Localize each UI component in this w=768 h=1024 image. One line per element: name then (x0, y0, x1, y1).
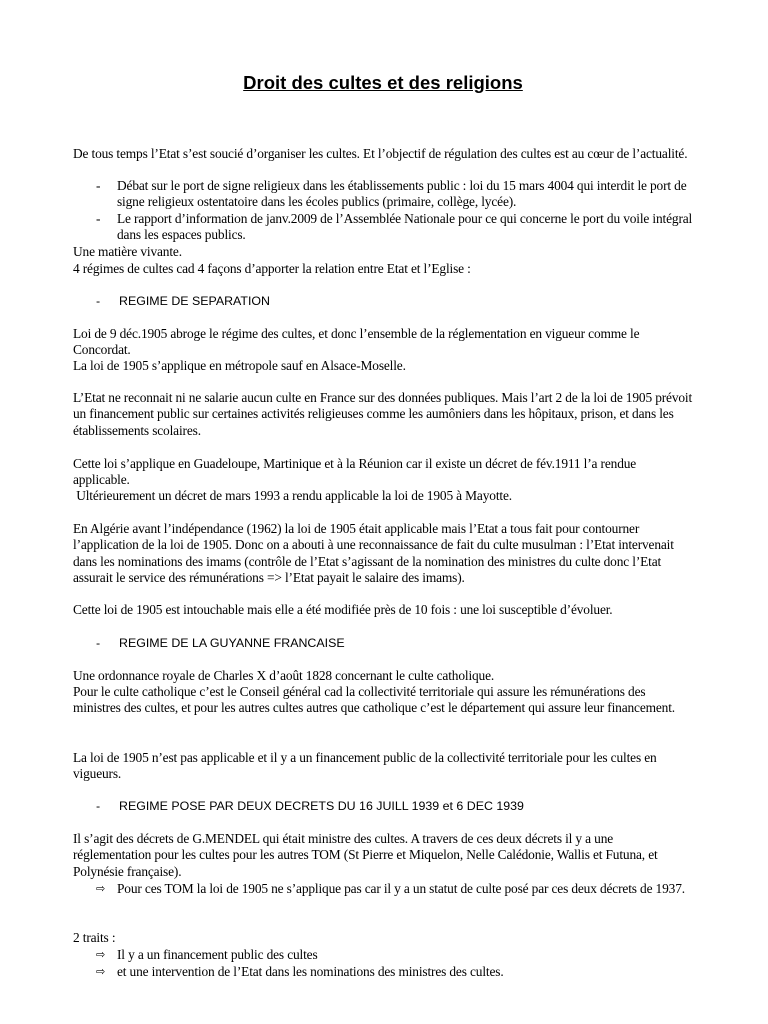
section-heading-guyane (96, 635, 693, 651)
arrow-right-icon: ⇨ (96, 965, 106, 978)
separation-paragraph-4: En Algérie avant l’indépendance (1962) la loi de 1905 était applicable mais l’Etat a tous fait pour contourner l’application de la loi de 1905. Donc on a abouti à une reconnaissance de fait du culte musulman : l’Etat intervenait dans les nominations des imams (contrôle de l’Etat s’agissant de la nomination des ministres du culte donc l’Etat assurait le service des rémunérations => l’Etat payait le salaire des imams). (73, 521, 674, 586)
dash-mark: - (96, 178, 101, 193)
intro-bullet-1 (96, 178, 693, 211)
arrow-right-icon: ⇨ (96, 882, 106, 895)
separation-paragraph-3b: Ultérieurement un décret de mars 1993 a rendu applicable la loi de 1905 à Mayotte. (73, 488, 512, 503)
decrets-arrow-item-1 (96, 881, 693, 897)
decrets-paragraph-1: Il s’agit des décrets de G.MENDEL qui était ministre des cultes. A travers de ces deux décrets il y a une réglementation pour les cultes pour les autres TOM (St Pierre et Miquelon, Nelle Calédonie, Wallis et Futuna, et Polynésie française). (73, 831, 658, 879)
dash-mark: - (96, 799, 101, 813)
intro-paragraph: De tous temps l’Etat s’est soucié d’organiser les cultes. Et l’objectif de régulation des cultes est au cœur de l’actualité. (73, 146, 688, 161)
guyane-paragraph-1b: Pour le culte catholique c’est le Conseil général cad la collectivité territoriale qui assure les rémunérations des ministres des cultes, et pour les autres cultes autres que catholique c’est le département qui assure leur financement. (73, 684, 675, 716)
decrets-arrow-item-2 (96, 947, 693, 963)
separation-paragraph-2: L’Etat ne reconnait ni ne salarie aucun culte en France sur des données publiques. Mais l’art 2 de la loi de 1905 prévoit un financement public sur certaines activités religieuses comme les aumôniers dans les hôpitaux, prison, et dans les établissements scolaires. (73, 390, 693, 438)
decrets-paragraph-2: 2 traits : (73, 930, 116, 945)
arrow-item-text: et une intervention de l’Etat dans les nominations des ministres des cultes. (117, 964, 504, 979)
section-heading-decrets (96, 798, 693, 814)
separation-paragraph-1b: La loi de 1905 s’applique en métropole sauf en Alsace-Moselle. (73, 358, 406, 373)
bullet-text: Le rapport d’information de janv.2009 de l’Assemblée Nationale pour ce qui concerne le port du voile intégral dans les espaces publics. (117, 211, 693, 243)
heading-text: REGIME POSE PAR DEUX DECRETS DU 16 JUILL 1939 et 6 DEC 1939 (119, 799, 524, 813)
separation-paragraph-1a: Loi de 9 déc.1905 abroge le régime des cultes, et donc l’ensemble de la réglementation en vigueur comme le Concordat. (73, 326, 640, 358)
heading-text: REGIME DE SEPARATION (119, 294, 271, 308)
bullet-text: Débat sur le port de signe religieux dans les établissements public : loi du 15 mars 4004 qui interdit le port de signe religieux ostentatoire dans les écoles publics (primaire, collège, lycée). (117, 178, 687, 210)
dash-mark: - (96, 294, 101, 308)
guyane-paragraph-1a: Une ordonnance royale de Charles X d’août 1828 concernant le culte catholique. (73, 668, 495, 683)
separation-paragraph-3a: Cette loi s’applique en Guadeloupe, Martinique et à la Réunion car il existe un décret de fév.1911 l’a rendue applicable. (73, 456, 637, 488)
decrets-arrow-item-3 (96, 964, 693, 980)
dash-mark: - (96, 636, 101, 650)
separation-paragraph-5: Cette loi de 1905 est intouchable mais elle a été modifiée près de 10 fois : une loi susceptible d’évoluer. (73, 602, 613, 617)
intro-paragraph-2: Une matière vivante. (73, 244, 182, 259)
arrow-item-text: Il y a un financement public des cultes (117, 947, 318, 962)
dash-mark: - (96, 211, 101, 226)
document-title: Droit des cultes et des religions (243, 72, 523, 93)
arrow-right-icon: ⇨ (96, 948, 106, 961)
intro-paragraph-3: 4 régimes de cultes cad 4 façons d’apporter la relation entre Etat et l’Eglise : (73, 261, 471, 276)
intro-bullet-2 (96, 211, 693, 244)
heading-text: REGIME DE LA GUYANNE FRANCAISE (119, 636, 345, 650)
guyane-paragraph-2: La loi de 1905 n’est pas applicable et il y a un financement public de la collectivité territoriale pour les cultes en vigueurs. (73, 750, 657, 782)
section-heading-separation (96, 293, 693, 309)
arrow-item-text: Pour ces TOM la loi de 1905 ne s’applique pas car il y a un statut de culte posé par ces deux décrets de 1937. (117, 881, 685, 896)
